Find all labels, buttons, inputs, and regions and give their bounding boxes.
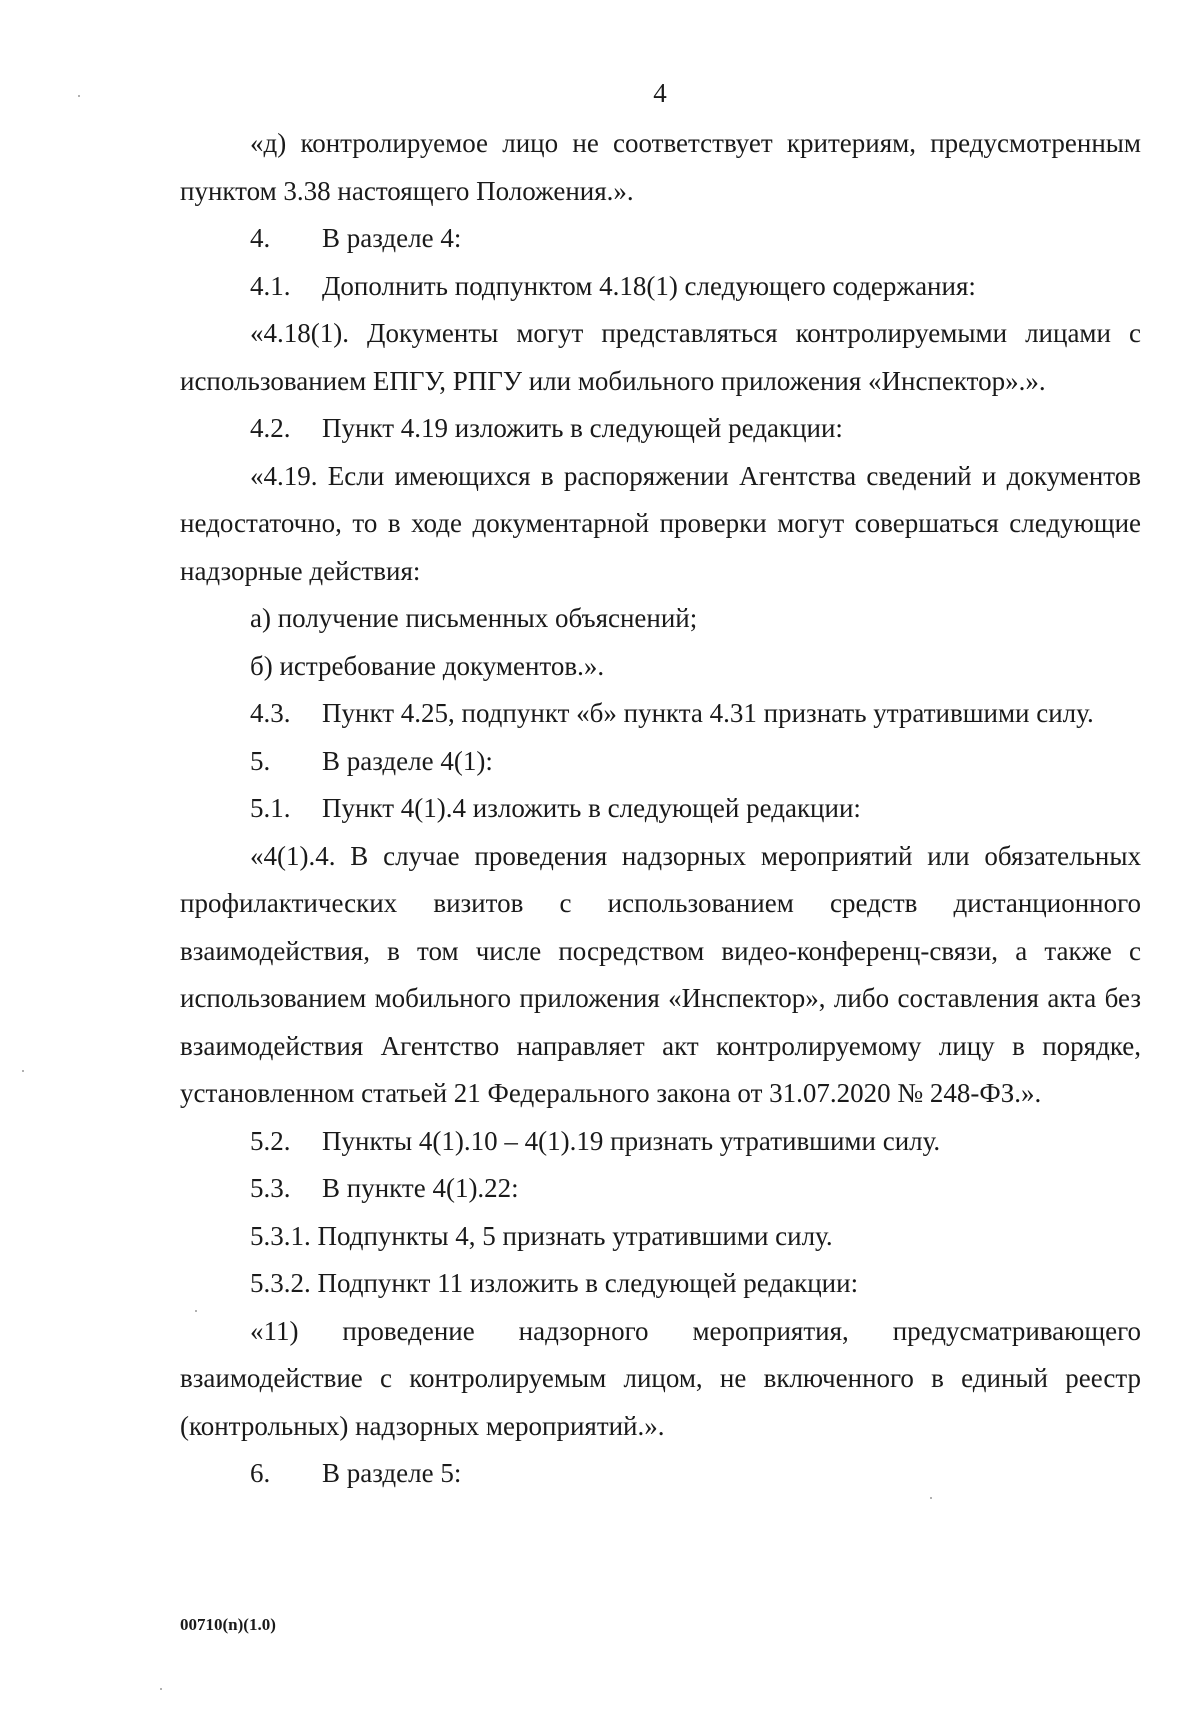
paragraph-text: Пункты 4(1).10 – 4(1).19 признать утратившими силу. (322, 1125, 941, 1156)
numbered-paragraph (180, 1118, 1141, 1166)
paragraph: «4.19. Если имеющихся в распоряжении Агентства сведений и документов недостаточно, то в ходе документарной проверки могут совершаться следующие надзорные действия: (180, 460, 1141, 586)
paragraph-number: 4. (250, 223, 271, 253)
page-number: 4 (653, 78, 667, 108)
document-body (180, 120, 1141, 1498)
paragraph-number: 5.2. (250, 1125, 291, 1156)
paragraph-number: 5.1. (250, 793, 291, 823)
paragraph-text: В разделе 5: (322, 1458, 462, 1488)
numbered-paragraph (180, 1450, 1141, 1498)
paragraph-number: 4.3. (250, 698, 291, 728)
paragraph-number: 6. (250, 1458, 271, 1488)
paragraph-text: В разделе 4: (322, 223, 462, 253)
paragraph: «4(1).4. В случае проведения надзорных мероприятий или обязательных профилактических визитов с использованием средств дистанционного взаимодействия, в том числе посредством видео-конференц-связи, а также с использованием мобильного приложения «Инспектор», либо составления акта без взаимодействия Агентство направляет акт контролируемому лицу в порядке, установленном статьей 21 Федерального закона от 31.07.2020 № 248-ФЗ.». (180, 840, 1141, 1108)
paragraph-text: Пункт 4.19 изложить в следующей редакции: (322, 413, 843, 443)
scan-speck (160, 1688, 162, 1690)
paragraph: 5.3.1. Подпункты 4, 5 признать утратившими силу. (250, 1220, 833, 1251)
paragraph-text: Пункт 4(1).4 изложить в следующей редакции: (322, 793, 861, 823)
paragraph: «4.18(1). Документы могут представляться контролируемыми лицами с использованием ЕПГУ, РПГУ или мобильного приложения «Инспектор».». (180, 318, 1141, 396)
paragraph-text: Пункт 4.25, подпункт «б» пункта 4.31 признать утратившими силу. (322, 698, 1094, 728)
paragraph-number: 5.3. (250, 1173, 291, 1203)
scan-speck (930, 1497, 932, 1499)
document-code: 00710(n)(1.0) (180, 1615, 276, 1634)
paragraph: 5.3.2. Подпункт 11 изложить в следующей редакции: (250, 1268, 859, 1298)
numbered-paragraph (180, 785, 1141, 833)
paragraph-text: В разделе 4(1): (322, 745, 493, 776)
numbered-paragraph (180, 690, 1141, 738)
paragraph: «д) контролируемое лицо не соответствует критериям, предусмотренным пунктом 3.38 настоящего Положения.». (180, 128, 1141, 206)
scan-speck (195, 1310, 197, 1312)
paragraph: «11) проведение надзорного мероприятия, предусматривающего взаимодействие с контролируемым лицом, не включенного в единый реестр (контрольных) надзорных мероприятий.». (180, 1315, 1141, 1441)
paragraph: б) истребование документов.». (250, 650, 605, 681)
numbered-paragraph (180, 215, 1141, 263)
scan-speck (78, 95, 80, 97)
scan-speck (22, 1070, 24, 1072)
numbered-paragraph (180, 263, 1141, 311)
paragraph-text: Дополнить подпунктом 4.18(1) следующего содержания: (322, 270, 976, 301)
paragraph-number: 4.1. (250, 270, 291, 301)
numbered-paragraph (180, 405, 1141, 453)
paragraph-number: 5. (250, 745, 271, 776)
paragraph-text: В пункте 4(1).22: (322, 1173, 519, 1203)
paragraph-number: 4.2. (250, 413, 291, 443)
numbered-paragraph (180, 1165, 1141, 1213)
numbered-paragraph (180, 738, 1141, 786)
paragraph: а) получение письменных объяснений; (250, 603, 698, 633)
